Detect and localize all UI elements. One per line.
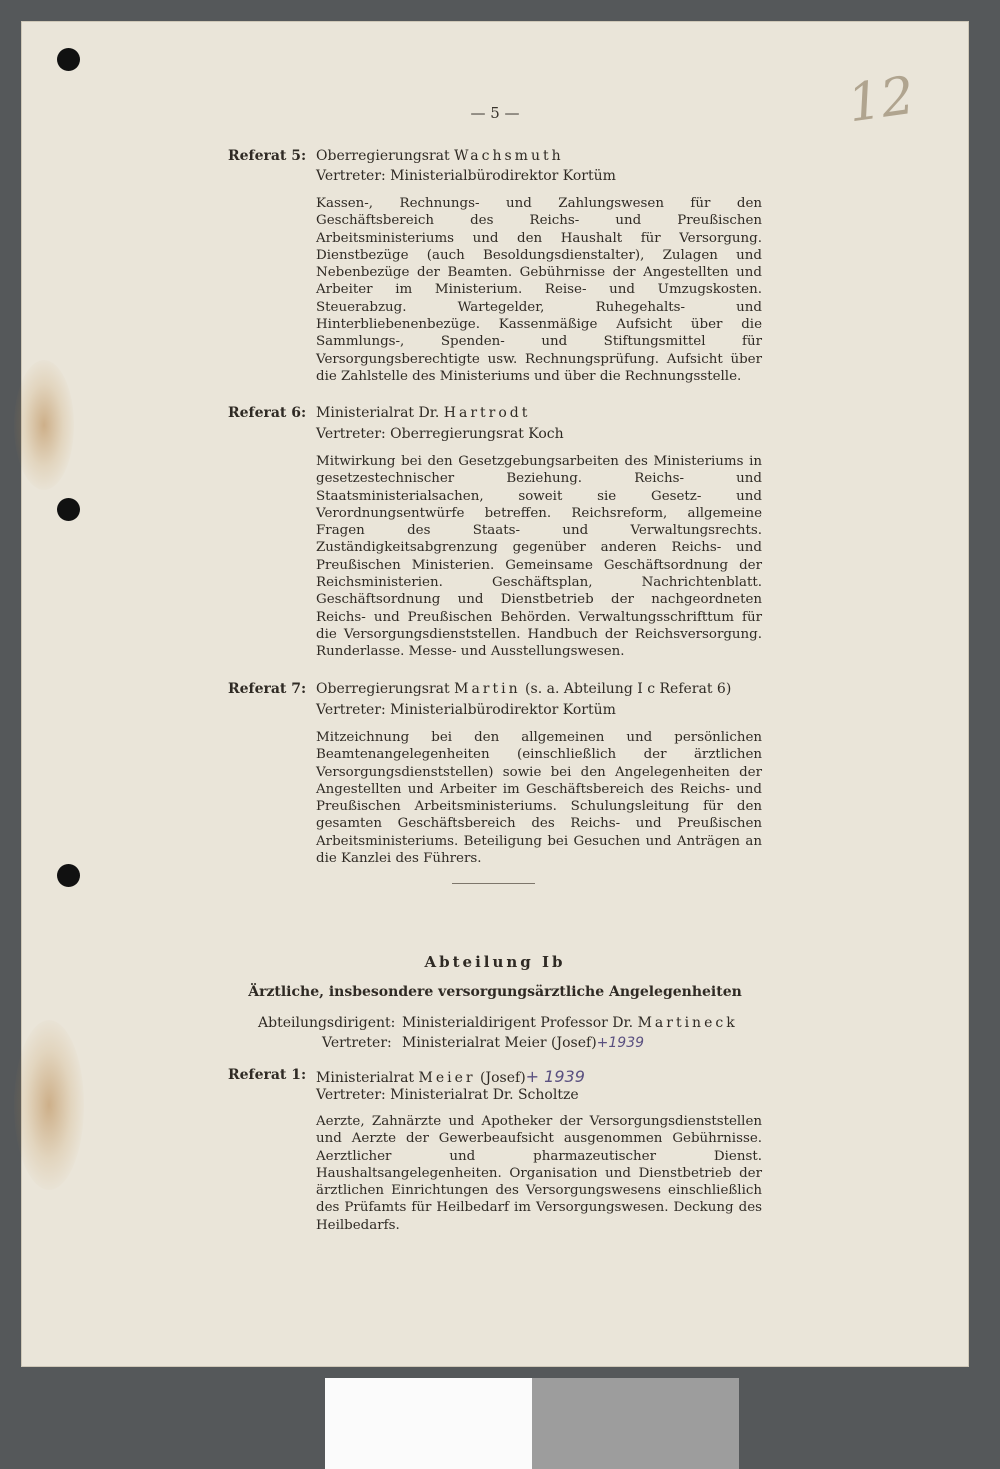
director: Ministerialdirigent Professor Dr. Martineck bbox=[402, 1015, 738, 1031]
referat-text: Aerzte, Zahnärzte und Apotheker der Versorgungsdienststellen und Aerzte der Gewerbeaufsicht ausgenommen Gebührnisse. Aerztlicher und pharmazeutischer Dienst. Haushaltsangelegenheiten. Organisation und Dienstbetrieb der ärztlichen Einrichtungen des Versorgungswesens einschließlich des Prüfamts für Heilbedarf im Versorgungswesen. Deckung des Heilbedarfs. bbox=[316, 1114, 762, 1233]
referat-head-name: Wachsmuth bbox=[454, 148, 564, 164]
referat-head: Oberregierungsrat Martin (s. a. Abteilung I c Referat 6) bbox=[316, 681, 732, 697]
referat-deputy: Vertreter: Ministerialbürodirektor Kortüm bbox=[316, 168, 616, 184]
referat-text: Mitwirkung bei den Gesetzgebungsarbeiten des Ministeriums in gesetzestechnischer Beziehung. Reichs- und Staatsministerialsachen, soweit sie Gesetz- und Verordnungsentwürfe betreffen. Reichsreform, allgemeine Fragen des Staats- und Verwaltungsrechts. Zuständigkeitsabgrenzung gegenüber anderen Reichs- und Preußischen Ministerien. Gemeinsame Geschäftsordnung der Reichsministerien. Geschäftsplan, Nachrichtenblatt. Geschäftsordnung und Dienstbetrieb der nachgeordneten Reichs- und Preußischen Behörden. Verwaltungsschrifttum für die Versorgungsdienststellen. Handbuch der Reichsversorgung. Runderlasse. Messe- und Ausstellungswesen. bbox=[316, 454, 762, 660]
director-name: Martineck bbox=[637, 1015, 738, 1031]
referat-head-name: Meier bbox=[418, 1070, 476, 1086]
punch-hole bbox=[57, 498, 80, 521]
referat-label: Referat 6: bbox=[228, 405, 307, 421]
referat-head: Ministerialrat Dr. Hartrodt bbox=[316, 405, 531, 421]
referat-label: Referat 5: bbox=[228, 148, 307, 164]
department-deputy: Ministerialrat Meier (Josef)+1939 bbox=[402, 1035, 645, 1051]
calibration-grey bbox=[532, 1378, 739, 1469]
punch-hole bbox=[57, 864, 80, 887]
section-divider bbox=[452, 883, 535, 884]
department-title: Abteilung Ib bbox=[424, 953, 566, 971]
referat-head-name: Hartrodt bbox=[443, 405, 531, 421]
department-subtitle: Ärztliche, insbesondere versorgungsärztliche Angelegenheiten bbox=[248, 984, 742, 1000]
handwritten-note: + 1939 bbox=[525, 1067, 585, 1086]
handwritten-note: +1939 bbox=[596, 1035, 645, 1051]
referat-label: Referat 1: bbox=[228, 1067, 307, 1083]
handwritten-page-number: 12 bbox=[844, 65, 919, 135]
referat-deputy: Vertreter: Ministerialrat Dr. Scholtze bbox=[316, 1087, 579, 1103]
punch-hole bbox=[57, 48, 80, 71]
referat-text: Kassen-, Rechnungs- und Zahlungswesen für den Geschäftsbereich des Reichs- und Preußischen Arbeitsministeriums und den Haushalt für Versorgung. Dienstbezüge (auch Besoldungsdienstalter), Zulagen und Nebenbezüge der Beamten. Gebührnisse der Angestellten und Arbeiter im Ministerium. Reise- und Umzugskosten. Steuerabzug. Wartegelder, Ruhegehalts- und Hinterbliebenenbezüge. Kassenmäßige Aufsicht über die Sammlungs-, Spenden- und Stiftungsmittel für Versorgungsberechtigte usw. Rechnungsprüfung. Aufsicht über die Zahlstelle des Ministeriums und über die Rechnungsstelle. bbox=[316, 196, 762, 384]
page-number: — 5 — bbox=[470, 104, 520, 122]
stain bbox=[14, 1020, 84, 1190]
deputy-label: Vertreter: bbox=[322, 1035, 392, 1051]
stain bbox=[14, 360, 74, 490]
referat-text: Mitzeichnung bei den allgemeinen und persönlichen Beamtenangelegenheiten (einschließlich der ärztlichen Versorgungsdienststellen) sowie bei den Angelegenheiten der Angestellten und Arbeiter im Geschäftsbereich des Reichs- und Preußischen Arbeitsministeriums. Schulungsleitung für den gesamten Geschäftsbereich des Reichs- und Preußischen Arbeitsministeriums. Beteiligung bei Gesuchen und Anträgen an die Kanzlei des Führers. bbox=[316, 730, 762, 867]
referat-head: Oberregierungsrat Wachsmuth bbox=[316, 148, 564, 164]
director-label: Abteilungsdirigent: bbox=[258, 1015, 396, 1031]
calibration-white bbox=[325, 1378, 532, 1469]
referat-head: Ministerialrat Meier (Josef)+ 1939 bbox=[316, 1067, 585, 1086]
referat-label: Referat 7: bbox=[228, 681, 307, 697]
referat-deputy: Vertreter: Oberregierungsrat Koch bbox=[316, 426, 564, 442]
referat-head-name: Martin bbox=[454, 681, 521, 697]
referat-deputy: Vertreter: Ministerialbürodirektor Kortüm bbox=[316, 702, 616, 718]
